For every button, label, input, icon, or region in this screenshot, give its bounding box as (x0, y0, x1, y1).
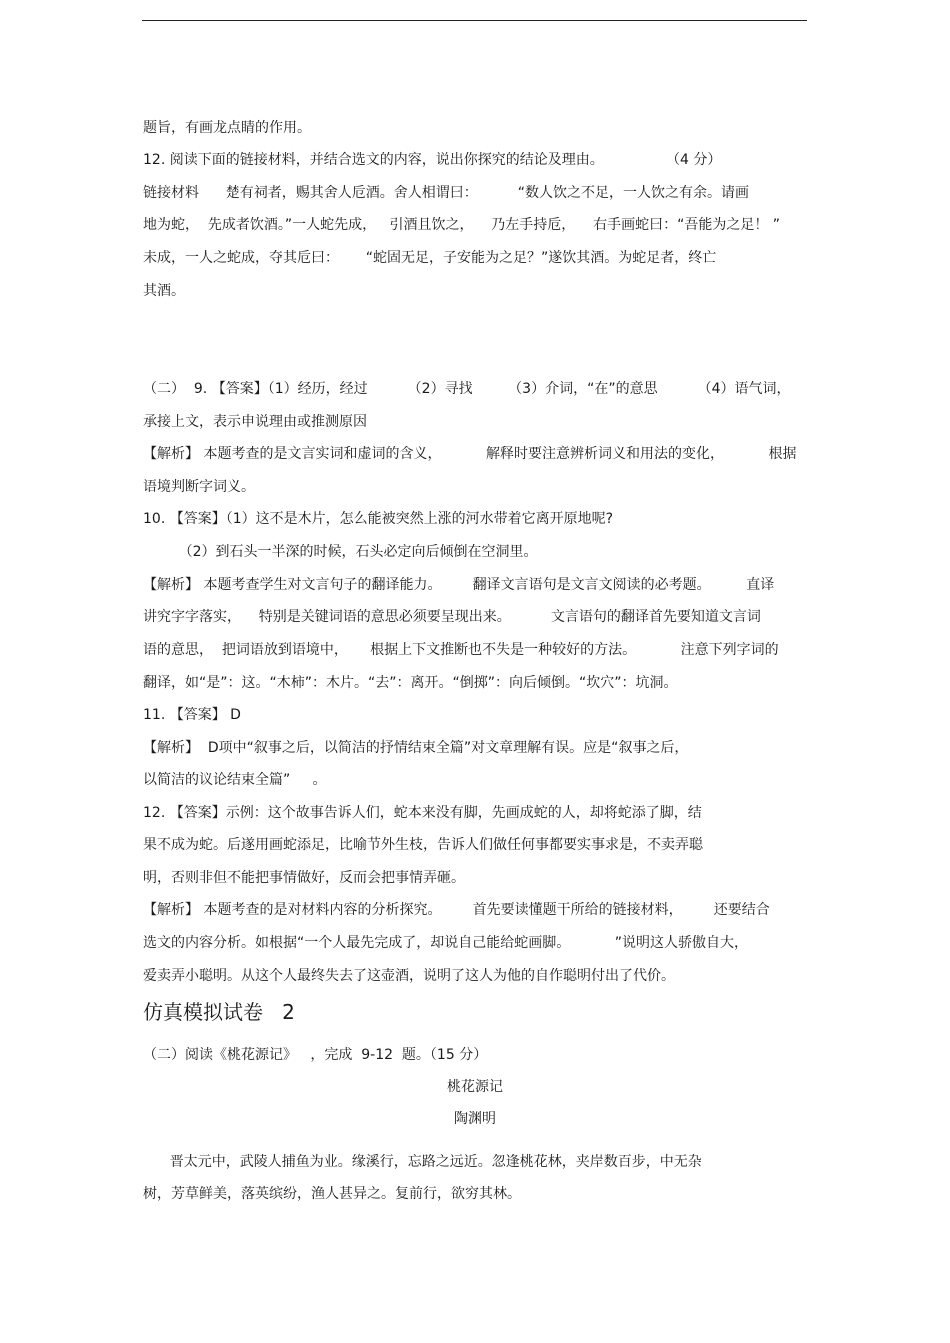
text-line: 链接材料 楚有祠者，赐其舍人卮酒。舍人相谓曰： “数人饮之不足，一人饮之有余。请画 (143, 185, 750, 201)
text-line: 爱卖弄小聪明。从这个人最终失去了这壶酒，说明了这人为他的自作聪明付出了代价。 (143, 968, 675, 984)
passage-text: 树，芳草鲜美，落英缤纷，渔人甚异之。复前行，欲穷其林。 (143, 1186, 521, 1202)
reading-instruction: （二）阅读《桃花源记》 ，完成 9-12 题。（15 分） (143, 1047, 488, 1063)
text-line: 未成，一人之蛇成，夺其卮曰： “蛇固无足，子安能为之足？”遂饮其酒。为蛇足者，终亡 (143, 250, 717, 266)
text-line: （2）到石头一半深的时候，石头必定向后倾倒在空洞里。 (143, 544, 538, 560)
text-line: 果不成为蛇。后遂用画蛇添足，比喻节外生枝，告诉人们做任何事都要实事求是，不卖弄聪 (143, 837, 703, 853)
passage-text: 晋太元中，武陵人捕鱼为业。缘溪行，忘路之远近。忽逢桃花林，夹岸数百步，中无杂 (143, 1154, 702, 1170)
answer-9: （二） 9. 【答案】（1）经历，经过 （2）寻找 （3）介词，“在”的意思 （4）语气词， (143, 381, 791, 397)
text-line: 地为蛇， 先成者饮酒。”一人蛇先成， 引酒且饮之， 乃左手持卮， 右手画蛇曰：“吾能为之足！ ” (143, 217, 781, 233)
text-line: 承接上文，表示申说理由或推测原因 (143, 414, 367, 430)
answer-12: 12. 【答案】示例：这个故事告诉人们，蛇本来没有脚，先画成蛇的人，却将蛇添了脚，结 (143, 805, 702, 821)
text-line: 题旨，有画龙点睛的作用。 (143, 120, 311, 136)
analysis-10: 【解析】 本题考查学生对文言句子的翻译能力。 翻译文言语句是文言文阅读的必考题。 直译 (143, 577, 775, 593)
text-line: 以简洁的议论结束全篇” 。 (143, 772, 327, 788)
answer-11: 11. 【答案】 D (143, 707, 241, 723)
answer-10: 10. 【答案】（1）这不是木片，怎么能被突然上涨的河水带着它离开原地呢? (143, 511, 614, 527)
analysis-12: 【解析】 本题考查的是对材料内容的分析探究。 首先要读懂题干所给的链接材料， 还要结合 (143, 902, 770, 918)
analysis-9: 【解析】 本题考查的是文言实词和虚词的含义， 解释时要注意辨析词义和用法的变化， 根据 (143, 446, 797, 462)
text-line: 选文的内容分析。如根据“一个人最先完成了，却说自己能给蛇画脚。 ”说明这人骄傲自大， (143, 935, 749, 951)
text-line: 翻译，如“是”：这。“木柿”：木片。“去”：离开。“倒掷”：向后倾倒。“坎穴”：坑洞。 (143, 675, 678, 691)
passage-author: 陶渊明 (454, 1111, 496, 1127)
text-line: 讲究字字落实， 特别是关键词语的意思必须要呈现出来。 文言语句的翻译首先要知道文言词 (143, 609, 761, 625)
section-heading: 仿真模拟试卷 2 (143, 1000, 295, 1024)
analysis-11: 【解析】 D项中“叙事之后，以简洁的抒情结束全篇”对文章理解有误。应是“叙事之后， (143, 740, 689, 756)
header-rule (142, 20, 807, 21)
text-line: 其酒。 (143, 283, 185, 299)
text-line: 语的意思， 把词语放到语境中， 根据上下文推断也不失是一种较好的方法。 注意下列字词的 (143, 642, 779, 658)
passage-title: 桃花源记 (447, 1079, 503, 1095)
text-line: 语境判断字词义。 (143, 479, 255, 495)
text-line: 明，否则非但不能把事情做好，反而会把事情弄砸。 (143, 870, 465, 886)
question-12: 12. 阅读下面的链接材料，并结合选文的内容，说出你探究的结论及理由。 （4 分） (143, 152, 722, 168)
